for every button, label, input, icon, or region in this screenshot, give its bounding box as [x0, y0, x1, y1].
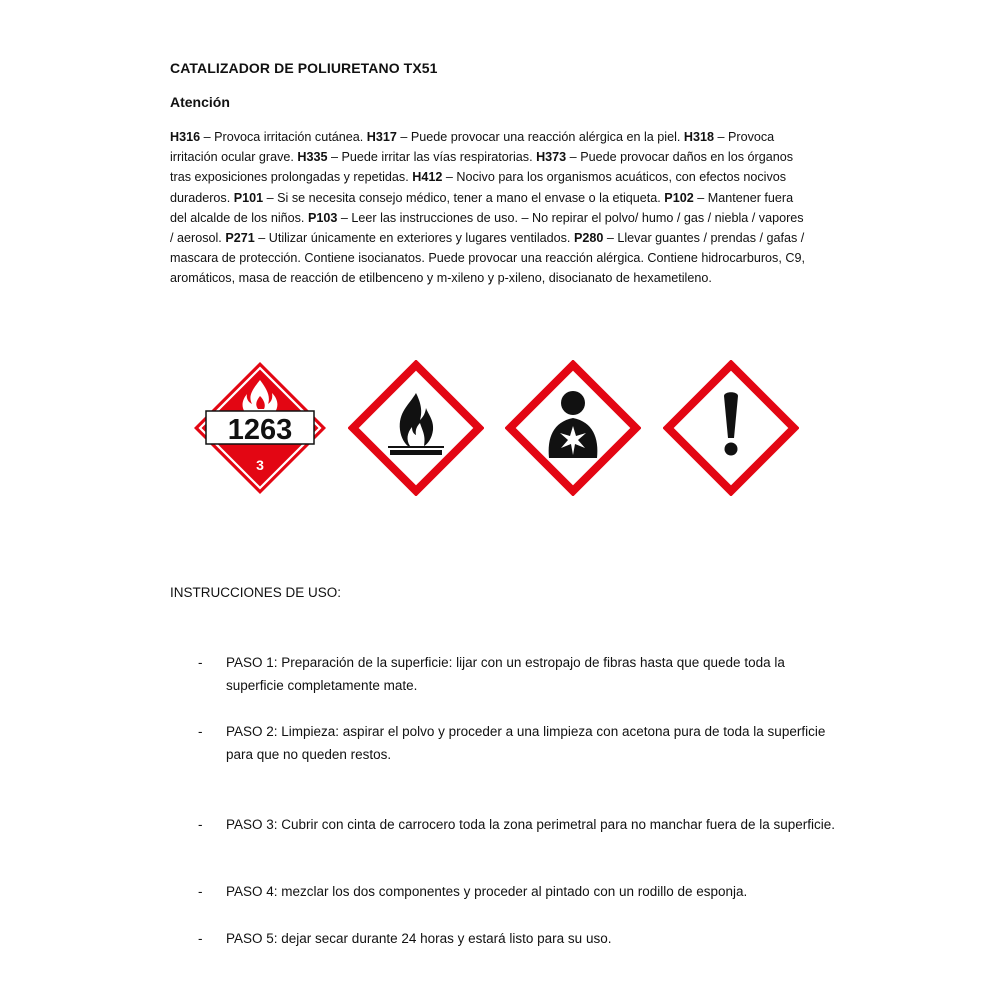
list-bullet: - — [198, 817, 203, 832]
statement-code: H335 — [297, 150, 328, 165]
statement-text: – Puede irritar las vías respiratorias. — [327, 150, 537, 165]
step-text: PASO 4: mezclar los dos componentes y proceder al pintado con un rodillo de esponja. — [226, 884, 748, 899]
statement-text: – Puede provocar daños en los órganos tras exposiciones prolongadas y repetidas. — [170, 150, 794, 185]
instructions-title: INSTRUCCIONES DE USO: — [170, 585, 342, 600]
statement-code: P103 — [307, 210, 338, 225]
statement-text: – Leer las instrucciones de uso. – No repirar el polvo/ humo / gas / niebla / vapores / aerosol. — [170, 210, 804, 246]
flammable-liquid-placard-icon — [192, 360, 328, 496]
un-number: 1263 — [227, 414, 293, 446]
statement-text: – Puede provocar una reacción alérgica en la piel. — [396, 130, 684, 144]
list-bullet: - — [198, 931, 203, 946]
statement-text: – Utilizar únicamente en exteriores y lugares ventilados. — [254, 231, 574, 246]
step-text: PASO 2: Limpieza: aspirar el polvo y proceder a una limpieza con acetona pura de toda la superficie para que no queden restos. — [226, 724, 826, 762]
statement-code: P102 — [664, 190, 694, 205]
statement-code: H373 — [536, 150, 567, 165]
statement-code: H412 — [412, 170, 443, 185]
statement-code: H317 — [366, 130, 397, 144]
hazard-class-number: 3 — [256, 457, 264, 473]
ghs-health-hazard-icon — [505, 360, 641, 496]
signal-word: Atención — [170, 94, 230, 110]
statement-text: – Nocivo para los organismos acuáticos, con efectos nocivos duraderos. — [170, 170, 787, 205]
statement-text: – Mantener fuera del alcalde de los niños. — [170, 190, 794, 225]
statement-text: – Si se necesita consejo médico, tener a mano el envase o la etiqueta. — [263, 190, 665, 205]
statement-text: – Provoca irritación cutánea. — [200, 130, 367, 144]
product-title: CATALIZADOR DE POLIURETANO TX51 — [170, 60, 438, 76]
statement-code: P101 — [233, 190, 264, 205]
list-bullet: - — [198, 884, 203, 899]
statement-text: – Llevar guantes / prendas / gafas / mascara de protección. Contiene isocianatos. Puede provocar una reacción alérgica. Contiene hidrocarburos, C9, aromáticos, masa de reacción de etilbenceno y m-xileno y p-xileno, disocianato de hexametileno. — [170, 231, 805, 286]
step-text: PASO 5: dejar secar durante 24 horas y estará listo para su uso. — [226, 931, 612, 946]
statement-text: – Provoca irritación ocular grave. — [170, 130, 775, 165]
list-bullet: - — [198, 655, 203, 670]
statement-code: P271 — [225, 231, 255, 246]
step-text: PASO 1: Preparación de la superficie: lijar con un estropajo de fibras hasta que quede toda la superficie completamente mate. — [226, 655, 785, 693]
statement-code: H318 — [683, 130, 714, 144]
ghs-flame-icon — [348, 360, 484, 496]
hazard-statements — [170, 127, 810, 289]
ghs-exclamation-mark-icon — [663, 360, 799, 496]
list-bullet: - — [198, 724, 203, 739]
step-text: PASO 3: Cubrir con cinta de carrocero toda la zona perimetral para no manchar fuera de la superficie. — [226, 817, 836, 832]
hazard-pictograms — [192, 360, 802, 500]
statement-code: P280 — [573, 231, 604, 246]
statement-code: H316 — [170, 130, 201, 144]
